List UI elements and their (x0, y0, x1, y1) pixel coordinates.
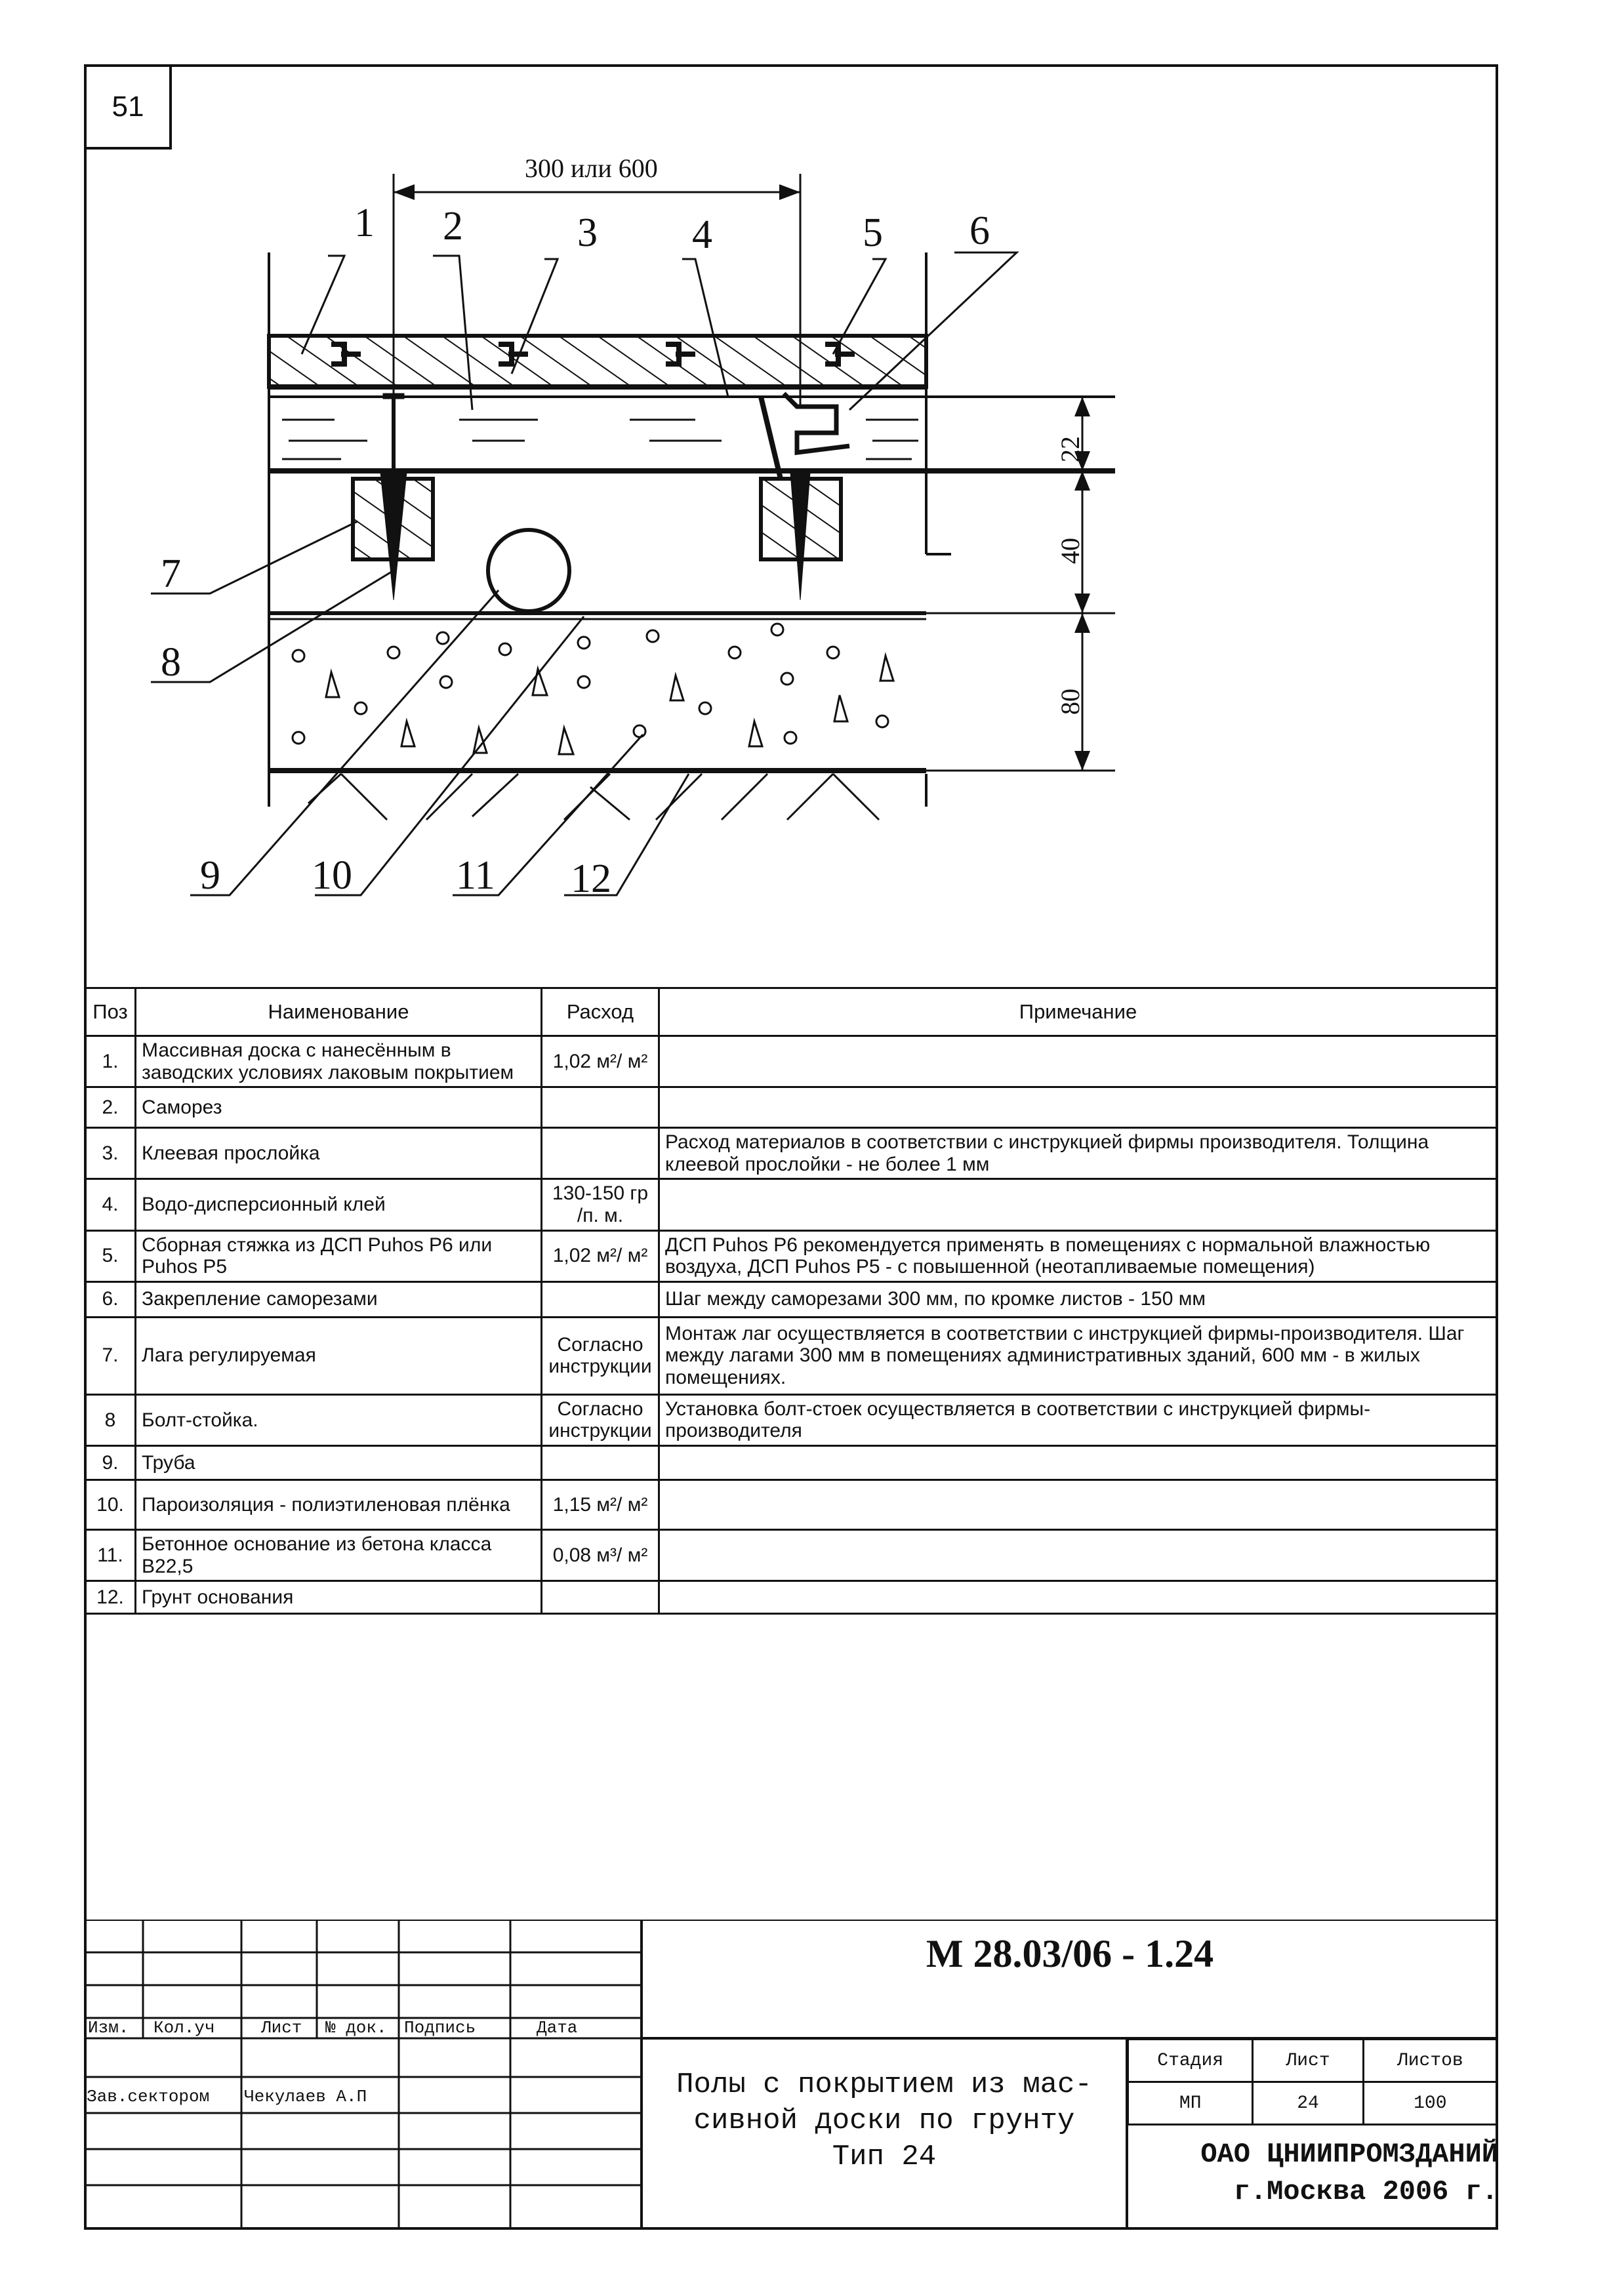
callout-10: 10 (312, 853, 352, 898)
row-qty: 1,02 м²/ м² (542, 1036, 659, 1087)
header-name: Наименование (136, 988, 542, 1036)
callout-12: 12 (571, 856, 611, 901)
row-name: Сборная стяжка из ДСП Puhos P6 или Puhos P5 (136, 1230, 542, 1281)
callout-4: 4 (692, 212, 712, 257)
stage-sheet-table (1127, 2038, 1498, 2125)
row-pos: 4. (85, 1179, 136, 1230)
row-name: Лага регулируемая (136, 1317, 542, 1394)
sheet-header: Лист (1253, 2040, 1363, 2082)
row-qty: Согласно инструкции (542, 1317, 659, 1394)
row-name: Труба (136, 1445, 542, 1480)
row-note: Установка болт-стоек осуществляется в соответствии с инструкцией фирмы-производителя (659, 1394, 1498, 1445)
row-note: Расход материалов в соответствии с инструкцией фирмы производителя. Толщина клеевой прослойки - не более 1 мм (659, 1128, 1498, 1179)
callout-5: 5 (863, 211, 883, 255)
table-row (85, 1445, 1498, 1480)
table-row (85, 1036, 1498, 1087)
sheet-number: 51 (112, 91, 144, 123)
header-note: Примечание (659, 988, 1498, 1036)
header-pos: Поз (85, 988, 136, 1036)
row-pos: 10. (85, 1480, 136, 1529)
title-line-3: Тип 24 (832, 2141, 937, 2173)
document-code: М 28.03/06 - 1.24 (926, 1932, 1214, 1975)
col-izm: Изм. (88, 2018, 129, 2038)
stage-header: Стадия (1128, 2040, 1253, 2082)
soil-hatching (308, 774, 879, 820)
table-row (85, 1317, 1498, 1394)
callout-1: 1 (354, 201, 375, 245)
row-qty (542, 1087, 659, 1128)
row-qty (542, 1281, 659, 1317)
floor-section-drawing (0, 0, 1611, 971)
row-note: Монтаж лаг осуществляется в соответствии с инструкцией фирмы-производителя. Шаг между лагами 300 мм в помещениях административных зданий, 600 мм - в жилых помещениях. (659, 1317, 1498, 1394)
col-doc-no: № док. (325, 2018, 387, 2038)
row-name: Массивная доска с нанесённым в заводских условиях лаковым покрытием (136, 1036, 542, 1087)
col-kol-uch: Кол.уч (153, 2018, 215, 2038)
org-city-year: г.Москва 2006 г. (1233, 2175, 1498, 2207)
row-name: Саморез (136, 1087, 542, 1128)
table-row (85, 1529, 1498, 1581)
row-name: Бетонное основание из бетона класса В22,5 (136, 1529, 542, 1581)
callout-3: 3 (577, 211, 598, 255)
row-note (659, 1179, 1498, 1230)
org-name: ОАО ЦНИИПРОМЗДАНИЙ (1200, 2139, 1498, 2170)
row-name: Болт-стойка. (136, 1394, 542, 1445)
row-pos: 9. (85, 1445, 136, 1480)
row-qty (542, 1581, 659, 1614)
row-note (659, 1087, 1498, 1128)
table-row (85, 1087, 1498, 1128)
row-pos: 8 (85, 1394, 136, 1445)
massive-board-layer (269, 336, 926, 387)
sheets-header: Листов (1363, 2040, 1497, 2082)
person-name: Чекулаев А.П (244, 2087, 367, 2106)
row-note: ДСП Puhos P6 рекомендуется применять в помещениях с нормальной влажностью воздуха, ДСП Puhos P5 - с повышенной (неотапливаемые помещения) (659, 1230, 1498, 1281)
col-list: Лист (261, 2018, 302, 2038)
row-pos: 2. (85, 1087, 136, 1128)
row-qty: 1,02 м²/ м² (542, 1230, 659, 1281)
row-name: Клеевая прослойка (136, 1128, 542, 1179)
row-pos: 3. (85, 1128, 136, 1179)
sheet-value: 24 (1253, 2082, 1363, 2125)
callout-numbers (161, 201, 990, 901)
callout-6: 6 (969, 209, 990, 253)
row-note: Шаг между саморезами 300 мм, по кромке листов - 150 мм (659, 1281, 1498, 1317)
revision-headers (84, 2018, 642, 2038)
adjustable-joists (353, 479, 841, 559)
row-qty (542, 1128, 659, 1179)
chipboard-screed-layer (269, 397, 1115, 471)
table-row (85, 1394, 1498, 1445)
row-name: Водо-дисперсионный клей (136, 1179, 542, 1230)
row-name: Закрепление саморезами (136, 1281, 542, 1317)
sheets-value: 100 (1363, 2082, 1497, 2125)
dimension-40: 40 (1055, 538, 1085, 564)
table-row (85, 1480, 1498, 1529)
dimension-22: 22 (1055, 436, 1085, 462)
table-row (85, 1230, 1498, 1281)
row-note (659, 1480, 1498, 1529)
title-line-2: сивной доски по грунту (693, 2105, 1075, 2137)
header-qty: Расход (542, 988, 659, 1036)
callout-9: 9 (200, 853, 220, 898)
col-date: Дата (537, 2018, 578, 2038)
callout-2: 2 (443, 204, 463, 249)
col-signature: Подпись (404, 2018, 476, 2038)
stage-value: МП (1128, 2082, 1253, 2125)
row-pos: 7. (85, 1317, 136, 1394)
row-qty: 1,15 м²/ м² (542, 1480, 659, 1529)
row-pos: 5. (85, 1230, 136, 1281)
table-row (85, 1179, 1498, 1230)
row-note (659, 1036, 1498, 1087)
table-row (85, 1128, 1498, 1179)
drawing-title (642, 2067, 1127, 2175)
row-qty (542, 1445, 659, 1480)
title-line-1: Полы с покрытием из мас- (676, 2068, 1092, 2101)
row-qty: Согласно инструкции (542, 1394, 659, 1445)
row-pos: 11. (85, 1529, 136, 1581)
table-row (85, 1281, 1498, 1317)
dimension-80: 80 (1055, 689, 1085, 715)
table-header-row (85, 988, 1498, 1036)
row-qty: 130-150 гр /п. м. (542, 1179, 659, 1230)
role-label: Зав.сектором (87, 2087, 210, 2106)
callout-8: 8 (161, 640, 181, 685)
row-qty: 0,08 м³/ м² (542, 1529, 659, 1581)
pipe (488, 530, 569, 611)
row-pos: 6. (85, 1281, 136, 1317)
organization (1133, 2136, 1498, 2210)
row-note (659, 1529, 1498, 1581)
callout-11: 11 (456, 853, 495, 898)
table-row (85, 1581, 1498, 1614)
row-note (659, 1445, 1498, 1480)
row-name: Грунт основания (136, 1581, 542, 1614)
row-name: Пароизоляция - полиэтиленовая плёнка (136, 1480, 542, 1529)
dimension-300-600: 300 или 600 (525, 153, 658, 183)
row-note (659, 1581, 1498, 1614)
row-pos: 1. (85, 1036, 136, 1087)
row-pos: 12. (85, 1581, 136, 1614)
specification-table (84, 987, 1498, 1615)
title-block (84, 1920, 1498, 2230)
callout-7: 7 (161, 552, 181, 596)
